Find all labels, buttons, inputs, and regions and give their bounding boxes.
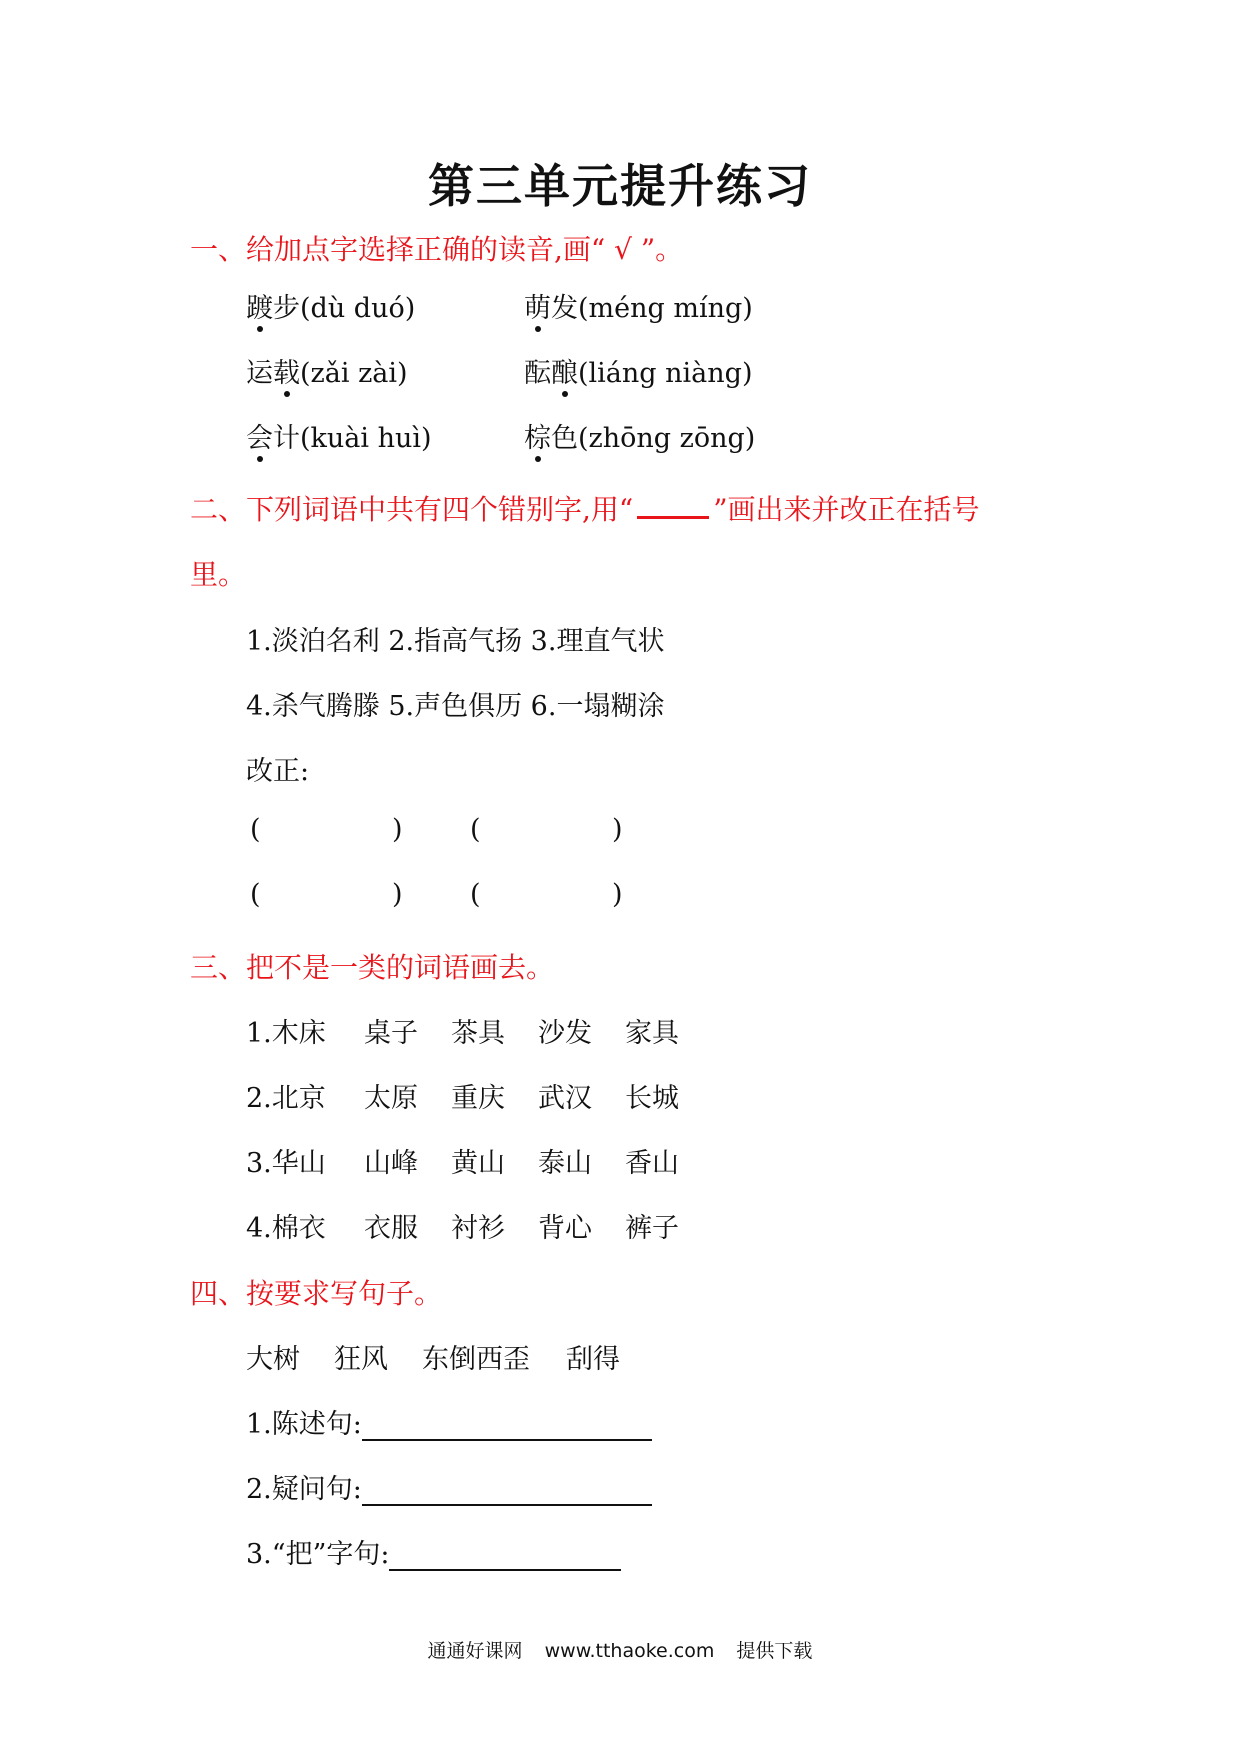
q1-item: 运载(zǎi zài) — [246, 351, 408, 390]
q4-word: 东倒西歪 — [422, 1344, 530, 1375]
q2-words-line: 1.淡泊名利 2.指高气扬 3.理直气状 — [246, 626, 665, 657]
q3-word: 衣服 — [364, 1213, 418, 1244]
q3-word: 裤子 — [625, 1213, 679, 1244]
dotted-char: 载 — [273, 351, 300, 390]
page-title: 第三单元提升练习 — [428, 159, 812, 213]
q3-word: 重庆 — [451, 1083, 505, 1114]
q3-word: 2.北京 — [246, 1083, 326, 1114]
paren-close: ) — [612, 879, 623, 910]
q2-heading-cont: 里。 — [190, 558, 247, 591]
q3-word: 武汉 — [538, 1083, 592, 1114]
q3-word: 泰山 — [538, 1148, 592, 1179]
q4-word: 大树 — [246, 1344, 300, 1375]
q1-item: 萌发(méng míng) — [524, 286, 753, 325]
fix-label: 改正: — [246, 756, 310, 787]
dotted-char: 踱 — [246, 286, 273, 325]
paren-close: ) — [612, 814, 623, 845]
q3-word: 沙发 — [538, 1018, 592, 1049]
q4-item: 1.陈述句: — [246, 1402, 652, 1441]
q3-word: 1.木床 — [246, 1018, 326, 1049]
paren-open: ( — [250, 879, 261, 910]
q4-item: 2.疑问句: — [246, 1467, 652, 1506]
q1-item: 棕色(zhōng zōng) — [524, 416, 755, 455]
q1-item: 踱步(dù duó) — [246, 286, 415, 325]
paren-open: ( — [470, 814, 481, 845]
footer-site-name: 通通好课网 — [427, 1640, 523, 1662]
paren-open: ( — [250, 814, 261, 845]
q3-row — [246, 1011, 679, 1050]
q3-word: 3.华山 — [246, 1148, 326, 1179]
q4-word-bank — [246, 1337, 620, 1376]
q4-word: 狂风 — [334, 1344, 388, 1375]
answer-line[interactable] — [362, 1476, 652, 1506]
paren-close: ) — [392, 814, 403, 845]
q3-word: 桌子 — [364, 1018, 418, 1049]
dotted-char: 棕 — [524, 416, 551, 455]
answer-line[interactable] — [362, 1411, 652, 1441]
q4-word: 刮得 — [566, 1344, 620, 1375]
q1-heading: 一、给加点字选择正确的读音,画“ √ ”。 — [190, 233, 684, 266]
dotted-char: 酿 — [551, 351, 578, 390]
paren-open: ( — [470, 879, 481, 910]
q3-word: 背心 — [538, 1213, 592, 1244]
paren-close: ) — [392, 879, 403, 910]
answer-line[interactable] — [389, 1541, 621, 1571]
footer-note: 提供下载 — [736, 1640, 813, 1662]
q1-item: 会计(kuài huì) — [246, 416, 432, 455]
q2-words-line: 4.杀气腾滕 5.声色俱历 6.一塌糊涂 — [246, 691, 665, 722]
q3-word: 香山 — [625, 1148, 679, 1179]
dotted-char: 萌 — [524, 286, 551, 325]
q3-word: 长城 — [625, 1083, 679, 1114]
q1-item: 酝酿(liáng niàng) — [524, 351, 753, 390]
q3-word: 太原 — [364, 1083, 418, 1114]
underline-sample — [637, 494, 709, 519]
dotted-char: 会 — [246, 416, 273, 455]
footer — [0, 1636, 1240, 1663]
q3-word: 家具 — [625, 1018, 679, 1049]
q3-heading: 三、把不是一类的词语画去。 — [190, 951, 555, 984]
q4-item: 3.“把”字句: — [246, 1532, 621, 1571]
q2-heading: 二、下列词语中共有四个错别字,用“ ”画出来并改正在括号 — [190, 493, 980, 526]
q3-word: 4.棉衣 — [246, 1213, 326, 1244]
q4-heading: 四、按要求写句子。 — [190, 1277, 443, 1310]
q3-word: 黄山 — [451, 1148, 505, 1179]
footer-url[interactable]: www.tthaoke.com — [544, 1640, 715, 1662]
q3-word: 衬衫 — [451, 1213, 505, 1244]
q3-row — [246, 1076, 679, 1115]
q3-word: 茶具 — [451, 1018, 505, 1049]
q3-row — [246, 1206, 679, 1245]
q3-word: 山峰 — [364, 1148, 418, 1179]
q3-row — [246, 1141, 679, 1180]
